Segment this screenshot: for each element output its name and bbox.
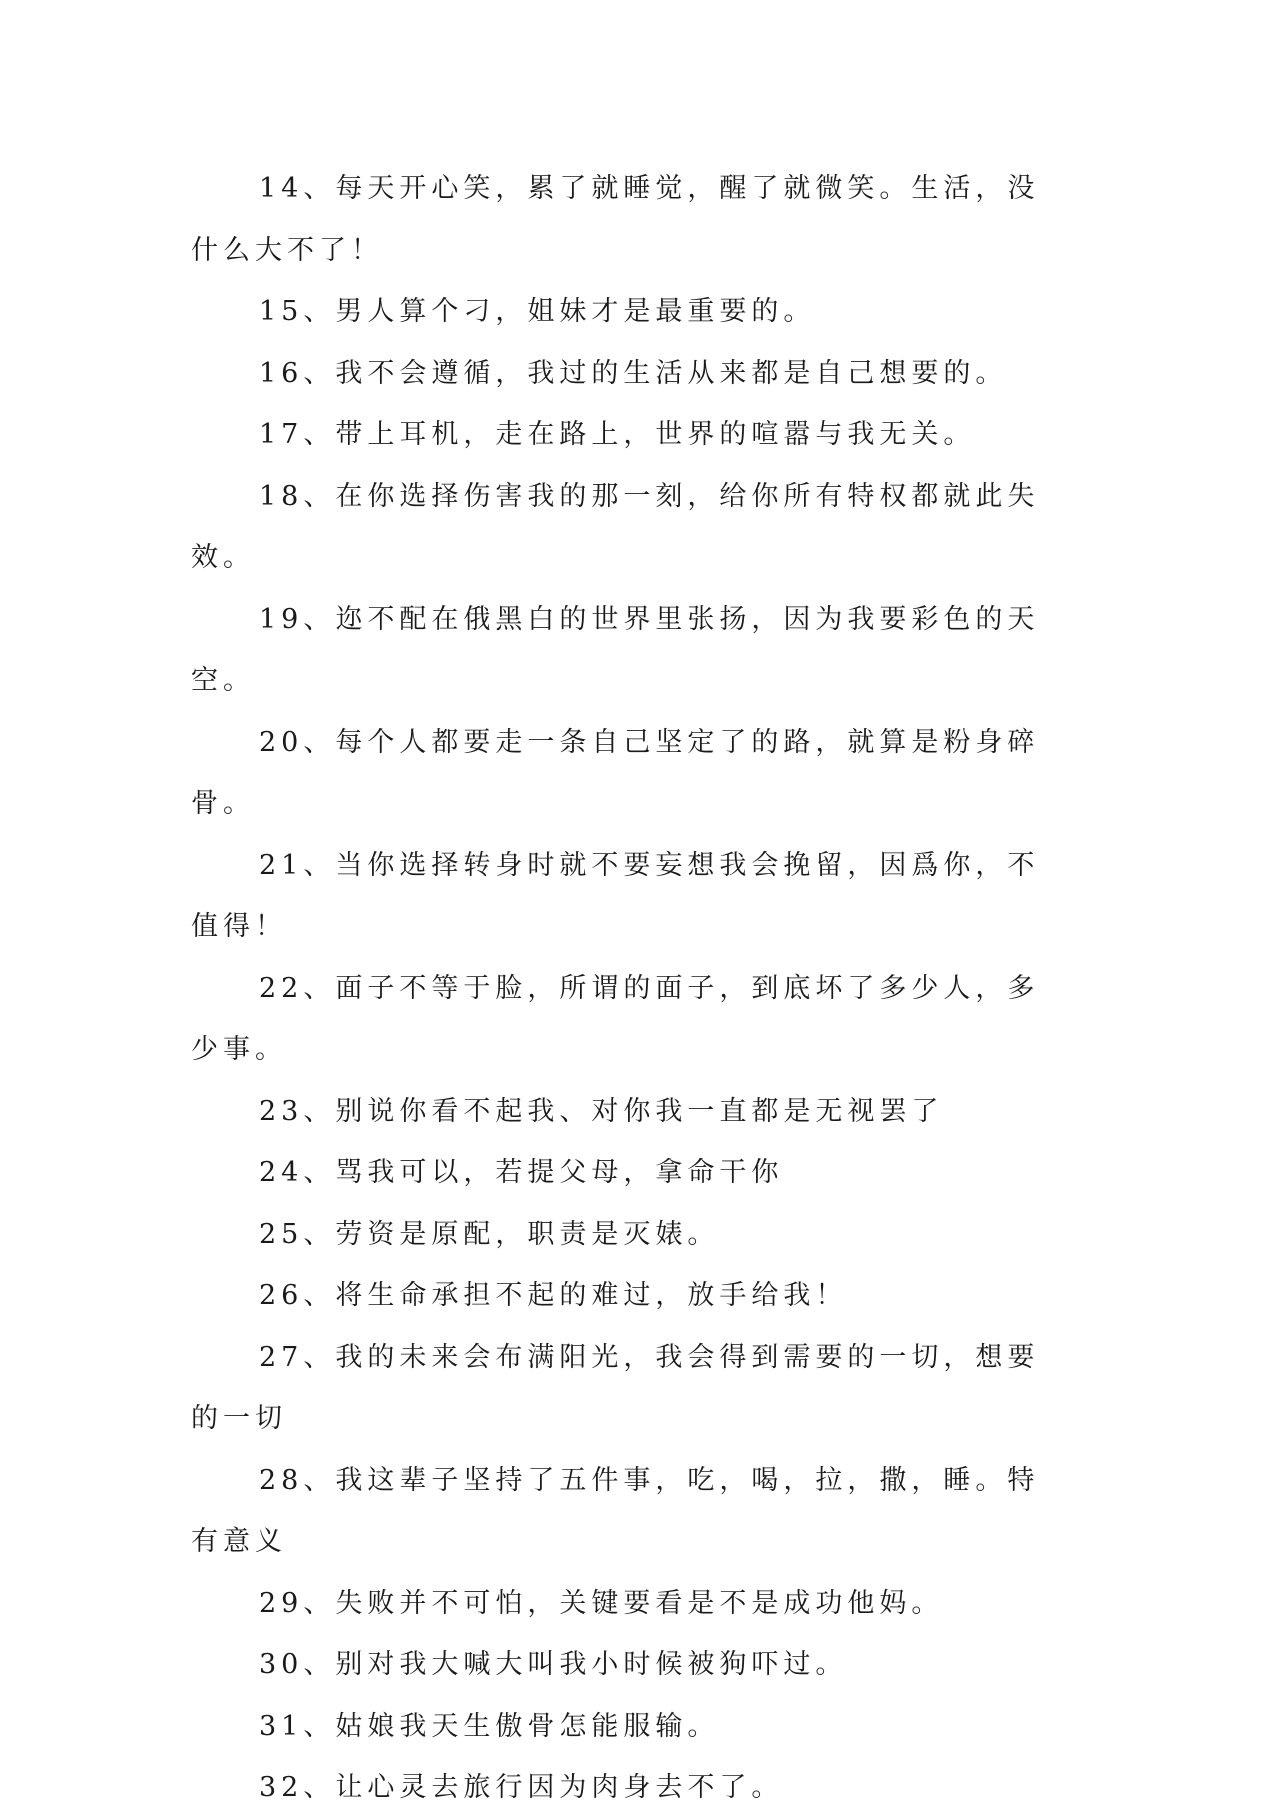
paragraph-18: 18、在你选择伤害我的那一刻，给你所有特权都就此失效。 bbox=[191, 480, 1040, 573]
paragraph-19: 19、迩不配在俄黑白的世界里张扬，因为我要彩色的天空。 bbox=[191, 603, 1040, 696]
paragraph-27: 27、我的未来会布满阳光，我会得到需要的一切，想要的一切 bbox=[191, 1341, 1040, 1434]
paragraph-28: 28、我这辈子坚持了五件事，吃，喝，拉，撒，睡。特有意义 bbox=[191, 1464, 1040, 1557]
paragraph-14: 14、每天开心笑，累了就睡觉，醒了就微笑。生活，没什么大不了！ bbox=[191, 173, 1040, 266]
paragraph-24: 24、骂我可以，若提父母，拿命干你 bbox=[259, 1157, 784, 1188]
paragraph-31: 31、姑娘我天生傲骨怎能服输。 bbox=[259, 1710, 720, 1742]
paragraph-17: 17、带上耳机，走在路上，世界的喧嚣与我无关。 bbox=[259, 419, 976, 450]
paragraph-25: 25、劳资是原配，职责是灭婊。 bbox=[259, 1218, 720, 1250]
document-body bbox=[191, 158, 1071, 1819]
paragraph-20: 20、每个人都要走一条自己坚定了的路，就算是粉身碎骨。 bbox=[191, 726, 1040, 819]
paragraph-29: 29、失败并不可怕，关键要看是不是成功他妈。 bbox=[259, 1587, 944, 1619]
paragraph-23: 23、别说你看不起我、对你我一直都是无视罢了 bbox=[259, 1095, 944, 1127]
paragraph-16: 16、我不会遵循，我过的生活从来都是自己想要的。 bbox=[259, 357, 1008, 389]
paragraph-22: 22、面子不等于脸，所谓的面子，到底坏了多少人，多少事。 bbox=[191, 972, 1040, 1065]
paragraph-32: 32、让心灵去旅行因为肉身去不了。 bbox=[259, 1772, 784, 1803]
paragraph-26: 26、将生命承担不起的难过，放手给我！ bbox=[259, 1280, 848, 1311]
paragraph-15: 15、男人算个刁，姐妹才是最重要的。 bbox=[259, 296, 816, 327]
paragraph-30: 30、别对我大喊大叫我小时候被狗吓过。 bbox=[259, 1649, 848, 1680]
paragraph-21: 21、当你选择转身时就不要妄想我会挽留，因爲你，不值得！ bbox=[191, 849, 1040, 942]
